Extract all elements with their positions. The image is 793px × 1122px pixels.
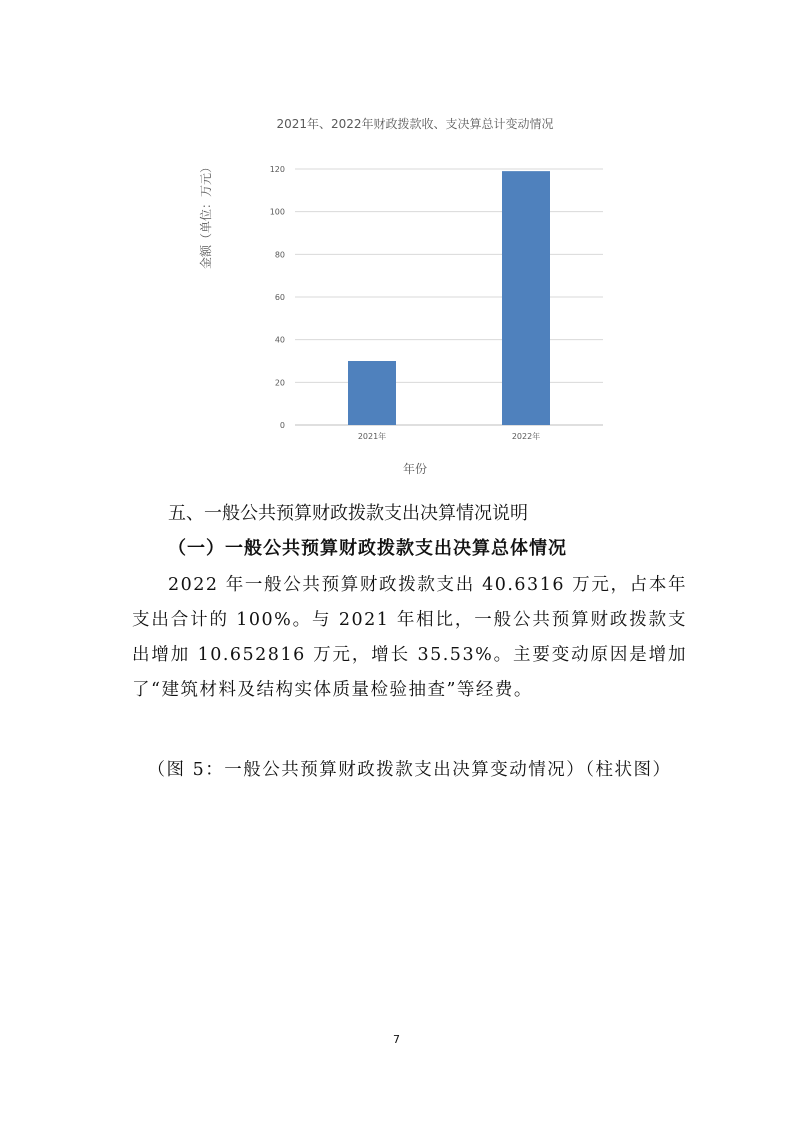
x-tick-label: 2021年 — [357, 432, 387, 441]
y-tick-label: 0 — [279, 421, 285, 430]
figure-caption: （图 5：一般公共预算财政拨款支出决算变动情况）（柱状图） — [147, 760, 672, 780]
y-tick-label: 60 — [274, 293, 285, 302]
x-axis-title: 年份 — [402, 462, 427, 476]
y-axis-title: 金额（单位：万元） — [199, 161, 213, 270]
y-tick-label: 20 — [274, 378, 285, 388]
section-heading: 五、一般公共预算财政拨款支出决算情况说明 — [168, 503, 528, 524]
page-number: 7 — [393, 1033, 400, 1046]
y-tick-label: 40 — [274, 335, 285, 345]
bar — [502, 171, 550, 425]
y-tick-label: 80 — [274, 250, 285, 260]
chart-plot — [215, 105, 615, 485]
y-tick-label: 100 — [269, 207, 285, 217]
y-tick-label: 120 — [269, 165, 285, 174]
bar-chart — [199, 105, 615, 485]
body-paragraph: 2022 年一般公共预算财政拨款支出 40.6316 万元，占本年支出合计的 100%。与 2021 年相比，一般公共预算财政拨款支出增加 10.652816 万元，增长 35.53%。主要变动原因是增加了“建筑材料及结构实体质量检验抽查”等经费。 — [132, 575, 687, 700]
bar — [348, 361, 396, 425]
chart-title: 2021年、2022年财政拨款收、支决算总计变动情况 — [276, 117, 554, 131]
subsection-heading: （一）一般公共预算财政拨款支出决算总体情况 — [168, 538, 567, 559]
x-tick-label: 2022年 — [511, 432, 541, 441]
